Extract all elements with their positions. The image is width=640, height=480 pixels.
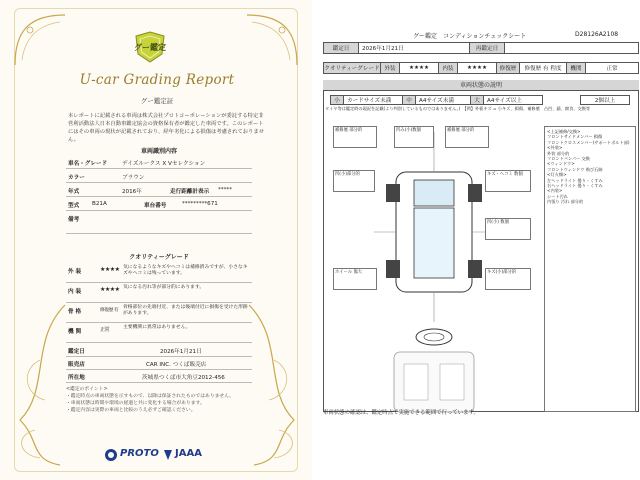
quality-label: 外 装 xyxy=(68,269,82,275)
size-count: 2個以上 xyxy=(580,95,630,105)
remark-line: フロントクロスメンバー(サポートボルト部) xyxy=(547,139,630,145)
remark-line: 右ヘッドライト 曇り・くすみ xyxy=(547,183,603,189)
remark-line: <ウィンドウ> xyxy=(547,161,575,167)
annotation-box: 凹み(小)数個 xyxy=(394,126,434,148)
quality-description: 骨格部位の先端付近、または後端付近に損傷を受けた形跡があります。 xyxy=(123,305,248,316)
grade-cell-label: 内装 xyxy=(438,62,458,74)
remark-line: フロントサイドメンバー 損傷 xyxy=(547,134,603,140)
vehicle-model-value: B21A xyxy=(92,201,107,207)
quality-row-interior xyxy=(66,284,252,303)
annotation-box: キズ・ヘコミ 数個 xyxy=(485,170,531,192)
appraisal-date-row xyxy=(66,344,252,357)
vehicle-remarks-row xyxy=(66,212,252,234)
sheet-footer: 車両状態の確認は、鑑定時点で実施できる範囲で行っています。 xyxy=(323,410,479,416)
address-value: 茨城県つくば市大角豆2012-456 xyxy=(142,375,225,381)
appraisal-date-label: 鑑定日 xyxy=(68,349,85,355)
mileage-value: ***** xyxy=(218,187,232,193)
size-small-value: カードサイズ未満 xyxy=(343,95,403,105)
dealer-value: CAR INC. つくば販売店 xyxy=(146,362,207,368)
chassis-label: 車台番号 xyxy=(144,203,167,209)
vehicle-year-row xyxy=(66,184,252,197)
quality-stars: ★★★★ xyxy=(100,286,120,293)
car-diagram xyxy=(374,132,494,422)
chassis-value: *********671 xyxy=(182,201,218,207)
sheet-title: グー鑑定 コンディションチェックシート xyxy=(413,33,527,40)
size-small-label: 小 xyxy=(330,95,344,105)
remark-line: 外装 部分的 xyxy=(547,150,570,156)
legend-note: タイヤ等は鑑定時の現況を記載(より判別しているものではありません。) 【例】外板キズ = 小キズ、損傷、補修歴 凸凹、錆、腐食、交換等 xyxy=(325,106,591,111)
vehicle-color-value: ブラウン xyxy=(122,175,145,181)
panel-title: 車両状態の説明 xyxy=(323,80,639,91)
quality-label: 骨 格 xyxy=(68,309,82,315)
notes-title: <鑑定のポイント> xyxy=(66,387,108,392)
quality-description: 気になる汚れ等が部分的にあります。 xyxy=(123,285,205,290)
reappraisal-label: 再鑑定日 xyxy=(469,42,505,54)
proto-logo-text: PROTO xyxy=(120,448,159,459)
vehicle-model-label: 型式 xyxy=(68,203,80,209)
quality-row-exterior xyxy=(66,264,252,283)
sheet-date-value: 2026年1月21日 xyxy=(358,42,470,54)
vehicle-year-label: 年式 xyxy=(68,189,80,195)
annotation-box: 補修歴 部分的 xyxy=(445,126,489,148)
vehicle-name-value: デイズルークス X Vセレクション xyxy=(122,161,206,167)
remark-line: フロントウィンドウ 飛び石跡 xyxy=(547,166,603,172)
grade-cell-value: 正常 xyxy=(585,62,639,74)
goo-appraisal-badge xyxy=(133,30,167,64)
reappraisal-value xyxy=(504,42,639,54)
quality-description: 気になるようなキズやヘコミは補修済みですが、小さなキズやヘコミは残っています。 xyxy=(123,265,248,276)
report-title: U-car Grading Report xyxy=(79,72,235,88)
vehicle-name-row xyxy=(66,156,252,169)
grade-cell-value: ★★★★ xyxy=(457,62,497,74)
grade-label: クオリティーグレード xyxy=(323,62,381,74)
vehicle-model-row xyxy=(66,198,252,211)
quality-stars: 修復歴 有 xyxy=(100,308,119,313)
quality-label: 内 装 xyxy=(68,289,82,295)
vehicle-color-row xyxy=(66,170,252,183)
note-line: ・鑑定時点の車両状態を示すもので、以降は保証されたものではありません。 xyxy=(66,394,235,399)
remark-line: 左ヘッドライト 曇り・くすみ xyxy=(547,177,603,183)
remarks-title: <上記補修/交換> xyxy=(547,129,581,134)
vehicle-section-title: 車両識別内容 xyxy=(140,148,177,155)
remark-line: シート汚れ xyxy=(547,193,568,199)
annotation-box: 凹(小)部分的 xyxy=(333,170,375,192)
appraisal-date-value: 2026年1月21日 xyxy=(160,349,202,355)
quality-row-frame xyxy=(66,304,252,323)
note-line: ・車両状態は時間や環境の経過と共に変化する場合があります。 xyxy=(66,401,205,406)
annotation-box: 補修歴 部分的 xyxy=(333,126,377,148)
vehicle-remarks-label: 備考 xyxy=(68,217,80,223)
sheet-code: D28126A2108 xyxy=(575,31,619,38)
size-large-value: A4サイズ以上 xyxy=(483,95,543,105)
quality-row-engine xyxy=(66,324,252,343)
dealer-row xyxy=(66,357,252,370)
grading-report-certificate xyxy=(0,0,312,480)
dealer-label: 販売店 xyxy=(68,362,85,368)
quality-stars: ★★★★ xyxy=(100,266,120,273)
remark-line: フロントバンパー 交換 xyxy=(547,156,590,162)
jaaa-logo-text: JAAA xyxy=(175,448,202,459)
quality-label: 機 関 xyxy=(68,329,82,335)
remark-line: 内張り 汚れ 部分的 xyxy=(547,199,584,205)
ornament-flourish-icon xyxy=(10,300,74,470)
certificate-paragraph: 本レポートに記載される車両は株式会社プロトコーポレーションが委託する特定非営利活動法人日本自動車鑑定協会の資格保有者が鑑定した車両です。このレポートにはその車両の現状が記載されており、経年劣化による損傷は考慮されておりません。 xyxy=(68,113,264,143)
remarks-column xyxy=(544,126,636,412)
vehicle-year-value: 2016年 xyxy=(122,189,142,195)
badge-text: グー鑑定 xyxy=(134,42,166,52)
grade-cell-value: 修復歴 有 程度 xyxy=(519,62,567,74)
jaaa-logo-icon xyxy=(162,448,174,462)
mileage-label: 走行距離計表示 xyxy=(170,189,210,195)
vehicle-color-label: カラー xyxy=(68,175,85,181)
grade-cell-label: 外装 xyxy=(380,62,400,74)
proto-logo-icon xyxy=(104,448,118,462)
quality-section-title: クオリティーグレード xyxy=(129,254,189,261)
annotation-box: ホイール 傷大 xyxy=(333,268,377,290)
report-subtitle: グー鑑定証 xyxy=(140,97,174,105)
address-label: 所在地 xyxy=(68,375,85,381)
remark-line: <内装> xyxy=(547,188,563,194)
sheet-date-label: 鑑定日 xyxy=(323,42,359,54)
logos xyxy=(100,446,220,466)
annotation-box: 凹(小) 数個 xyxy=(485,218,531,240)
quality-stars: 正常 xyxy=(100,327,110,333)
notes-block xyxy=(66,386,252,414)
note-line: ・鑑定内容は実際の車両と比較のうえ必ずご確認ください。 xyxy=(66,408,196,413)
vehicle-name-label: 車名・グレード xyxy=(68,161,108,167)
size-medium-value: A4サイズ未満 xyxy=(415,95,471,105)
corner-flourish-icon xyxy=(242,10,302,70)
remark-line: <外装> xyxy=(547,145,563,151)
grade-cell-value: ★★★★ xyxy=(399,62,439,74)
address-row xyxy=(66,370,252,383)
remark-line: <灯火類> xyxy=(547,172,567,178)
quality-description: 主要機関に異常はありません。 xyxy=(123,325,191,330)
grade-cell-label: 機関 xyxy=(566,62,586,74)
size-large-label: 大 xyxy=(470,95,484,105)
corner-flourish-icon xyxy=(10,10,70,70)
size-medium-label: 中 xyxy=(402,95,416,105)
annotation-box: キズ(小)部分的 xyxy=(485,268,531,290)
grade-cell-label: 修復歴 xyxy=(496,62,520,74)
